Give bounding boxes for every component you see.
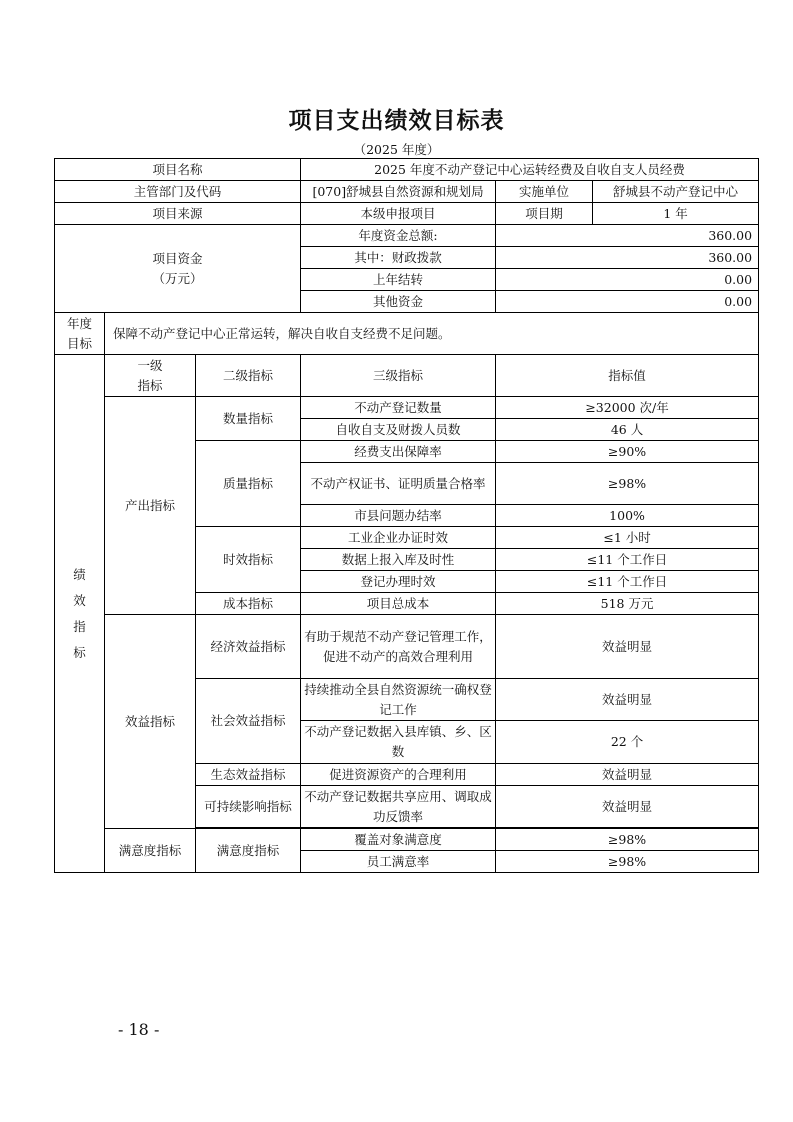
source-label: 项目来源 — [55, 203, 301, 225]
economic-label: 经济效益指标 — [196, 615, 301, 679]
funds-label: 项目资金 — [152, 250, 203, 266]
indicator-value: ≥98% — [496, 829, 759, 851]
indicator-name: 促进资源资产的合理利用 — [301, 764, 496, 786]
header-value: 指标值 — [496, 355, 759, 397]
table-row — [55, 397, 759, 419]
quality-label: 质量指标 — [196, 441, 301, 527]
indicator-value: 效益明显 — [496, 786, 759, 828]
indicator-value: 22 个 — [496, 721, 759, 764]
year-note: （2025 年度） — [353, 142, 440, 157]
fund-item-label: 上年结转 — [301, 269, 496, 291]
project-name-value: 2025 年度不动产登记中心运转经费及自收自支人员经费 — [301, 159, 759, 181]
fund-item-label: 其中：财政拨款 — [301, 247, 496, 269]
cost-label: 成本指标 — [196, 593, 301, 615]
dept-value: [070]舒城县自然资源和规划局 — [301, 181, 496, 203]
fund-item-value: 360.00 — [496, 247, 759, 269]
page-title: 项目支出绩效目标表 — [288, 108, 505, 134]
indicator-name: 登记办理时效 — [301, 571, 496, 593]
social-label: 社会效益指标 — [196, 679, 301, 764]
satisfaction-label: 满意度指标 — [105, 829, 196, 873]
perf-label-cell — [55, 355, 105, 873]
indicator-value: 效益明显 — [496, 679, 759, 721]
indicator-value: 效益明显 — [496, 615, 759, 679]
table-row — [55, 225, 759, 247]
indicator-name: 不动产权证书、证明质量合格率 — [301, 463, 496, 505]
performance-table — [54, 158, 759, 873]
indicator-name: 经费支出保障率 — [301, 441, 496, 463]
impl-value: 舒城县不动产登记中心 — [593, 181, 759, 203]
indicator-value: ≤11 个工作日 — [496, 571, 759, 593]
goal-label-cell — [55, 313, 105, 355]
dept-label: 主管部门及代码 — [55, 181, 301, 203]
indicator-name: 有助于规范不动产登记管理工作，促进不动产的高效合理利用 — [301, 615, 496, 679]
period-value: 1 年 — [593, 203, 759, 225]
indicator-name: 不动产登记数量 — [301, 397, 496, 419]
goal-label: 目标 — [66, 335, 92, 351]
fund-item-value: 0.00 — [496, 269, 759, 291]
qty-label: 数量指标 — [196, 397, 301, 441]
benefit-label: 效益指标 — [105, 615, 196, 829]
impl-label: 实施单位 — [496, 181, 593, 203]
indicator-value: 518 万元 — [496, 593, 759, 615]
fund-item-value: 360.00 — [496, 225, 759, 247]
header-text: 指标 — [137, 377, 163, 393]
fund-item-label: 年度资金总额: — [301, 225, 496, 247]
header-level2: 二级指标 — [196, 355, 301, 397]
table-row — [55, 355, 759, 397]
table-row — [55, 159, 759, 181]
period-label: 项目期 — [496, 203, 593, 225]
indicator-name: 覆盖对象满意度 — [301, 829, 496, 851]
header-level3: 三级指标 — [301, 355, 496, 397]
sustain-label: 可持续影响指标 — [196, 786, 301, 828]
indicator-name: 市县问题办结率 — [301, 505, 496, 527]
header-level1 — [105, 355, 196, 397]
table-row — [55, 313, 759, 355]
indicator-value: 效益明显 — [496, 764, 759, 786]
indicator-value: 46 人 — [496, 419, 759, 441]
indicator-name: 工业企业办证时效 — [301, 527, 496, 549]
satisfaction-sub-label: 满意度指标 — [196, 829, 301, 873]
funds-unit: （万元） — [152, 270, 203, 286]
project-name-label: 项目名称 — [55, 159, 301, 181]
perf-label-char: 指 — [73, 618, 86, 634]
indicator-value: ≥32000 次/年 — [496, 397, 759, 419]
funds-label-cell — [55, 225, 301, 313]
indicator-name: 不动产登记数据共享应用、调取成功反馈率 — [301, 786, 496, 828]
eco-label: 生态效益指标 — [196, 764, 301, 786]
indicator-value: ≥98% — [496, 851, 759, 873]
indicator-name: 项目总成本 — [301, 593, 496, 615]
perf-label-char: 标 — [73, 644, 86, 660]
table-row — [55, 829, 759, 851]
perf-label-char: 绩 — [73, 566, 86, 582]
fund-item-value: 0.00 — [496, 291, 759, 313]
time-label: 时效指标 — [196, 527, 301, 593]
output-label: 产出指标 — [105, 397, 196, 615]
table-row — [55, 181, 759, 203]
perf-label-char: 效 — [73, 592, 86, 608]
indicator-name: 自收自支及财拨人员数 — [301, 419, 496, 441]
indicator-name: 员工满意率 — [301, 851, 496, 873]
source-value: 本级申报项目 — [301, 203, 496, 225]
goal-label: 年度 — [66, 315, 92, 331]
indicator-name: 持续推动全县自然资源统一确权登记工作 — [301, 679, 496, 721]
header-text: 一级 — [137, 357, 163, 373]
indicator-value: 100% — [496, 505, 759, 527]
goal-text: 保障不动产登记中心正常运转，解决自收自支经费不足问题。 — [105, 313, 759, 355]
page-number: - 18 - — [118, 1020, 160, 1039]
indicator-value: ≤11 个工作日 — [496, 549, 759, 571]
table-row — [55, 615, 759, 679]
indicator-value: ≥98% — [496, 463, 759, 505]
indicator-name: 数据上报入库及时性 — [301, 549, 496, 571]
indicator-value: ≤1 小时 — [496, 527, 759, 549]
fund-item-label: 其他资金 — [301, 291, 496, 313]
indicator-value: ≥90% — [496, 441, 759, 463]
indicator-name: 不动产登记数据入县库镇、乡、区数 — [301, 721, 496, 764]
table-row — [55, 203, 759, 225]
